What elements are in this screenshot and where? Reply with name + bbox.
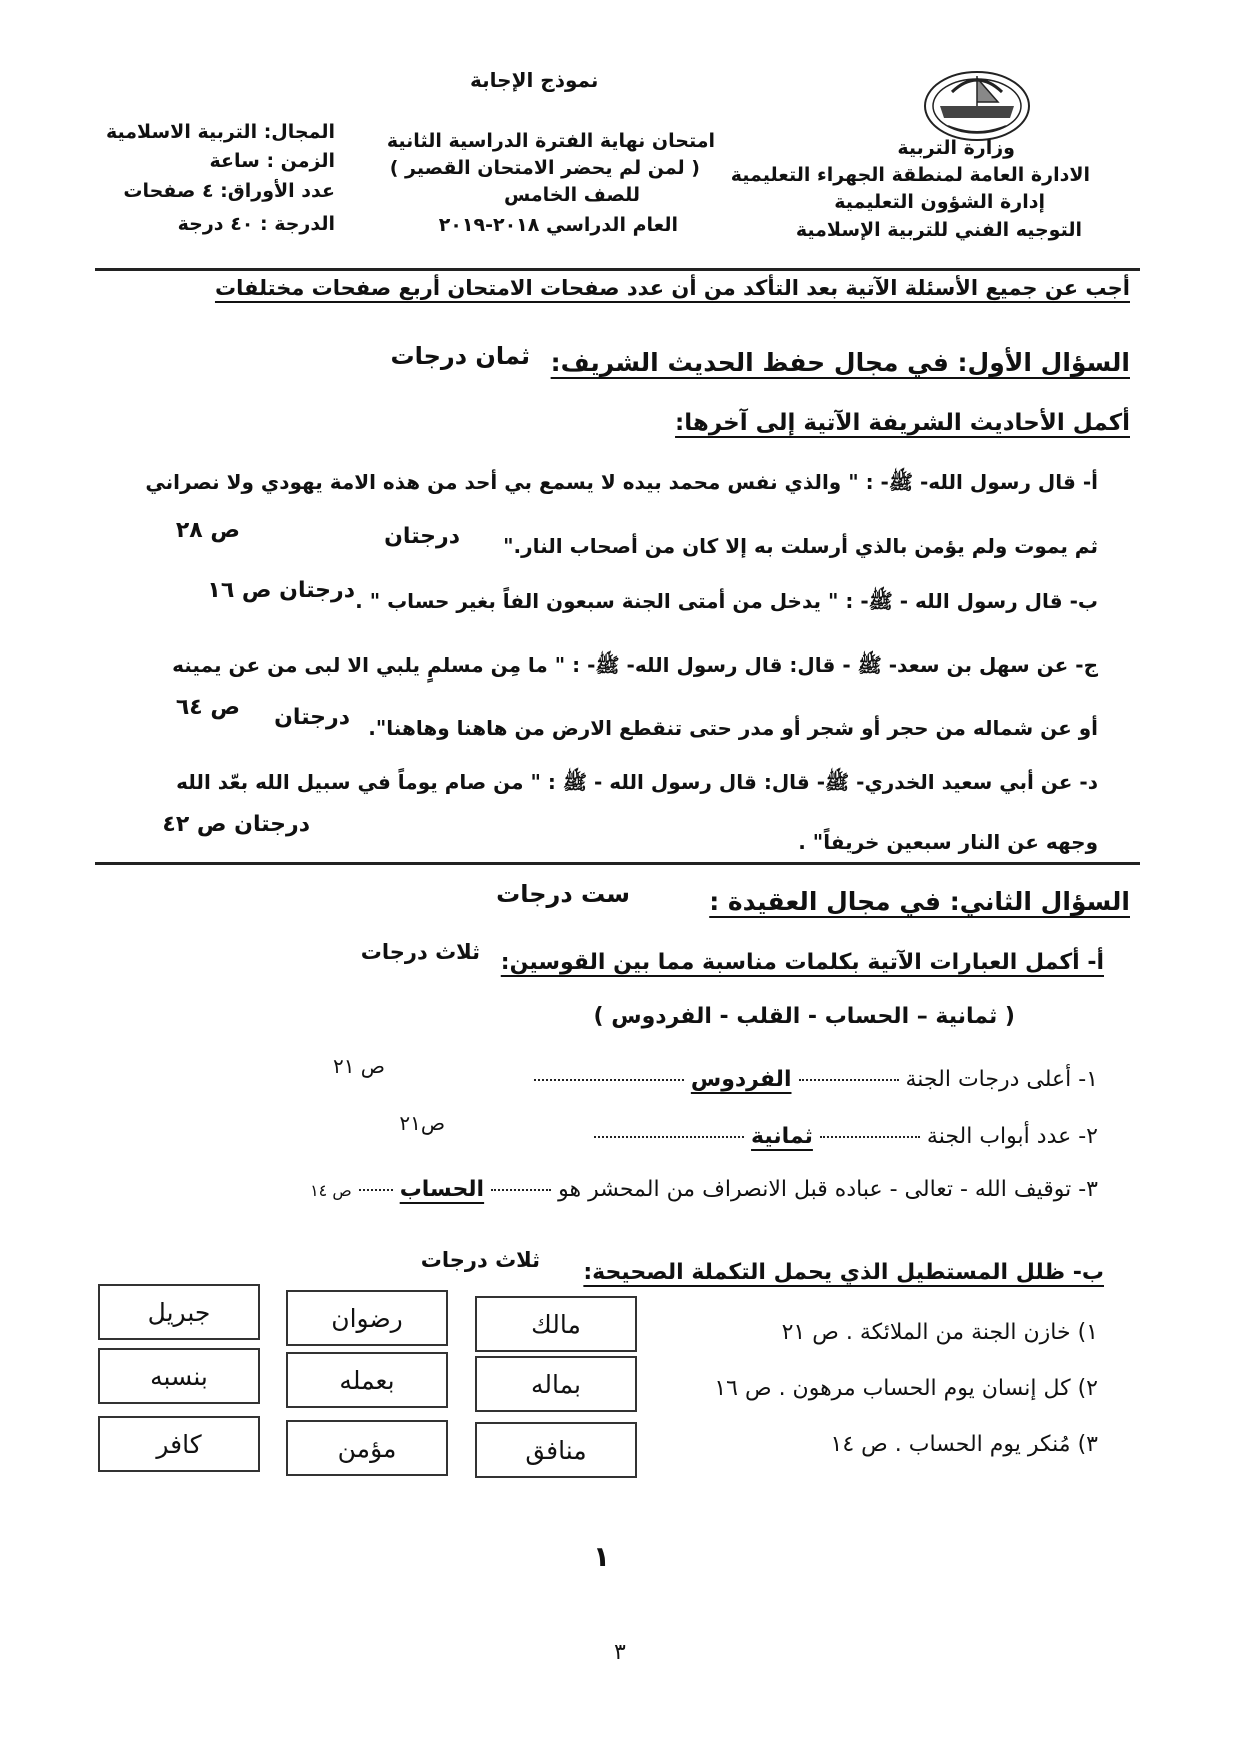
- mcq-row-1-text: ١) خازن الجنة من الملائكة . ص ٢١: [781, 1320, 1098, 1345]
- exam-line-3: للصف الخامس: [504, 184, 640, 206]
- q1-d-line-1: د- عن أبي سعيد الخدري- ﷺ- قال: قال رسول الله - ﷺ : " من صام يوماً في سبيل الله بعّد الله: [176, 770, 1098, 794]
- mcq-row-1-option-3[interactable]: جبريل: [98, 1284, 260, 1340]
- q1-subtitle: أكمل الأحاديث الشريفة الآتية إلى آخرها:: [675, 410, 1130, 436]
- info-time: الزمن : ساعة: [209, 150, 335, 172]
- mcq-row-3-text: ٣) مُنكر يوم الحساب . ص ١٤: [830, 1432, 1098, 1457]
- q1-title: السؤال الأول: في مجال حفظ الحديث الشريف:: [550, 348, 1130, 377]
- info-grade: الدرجة : ٤٠ درجة: [177, 213, 335, 235]
- q1-marks: ثمان درجات: [390, 342, 530, 370]
- info-field: المجال: التربية الاسلامية: [106, 121, 335, 143]
- handwritten-page-number: ١: [593, 1540, 611, 1573]
- fill-2: [594, 1124, 1098, 1149]
- q1-d-line-2: وجهه عن النار سبعين خريفاً" .: [798, 830, 1098, 854]
- fill-2-blank-end: [594, 1136, 744, 1138]
- fill-3-blank-end: [359, 1189, 393, 1191]
- fill-3-text: ٣- توقيف الله - تعالى - عباده قبل الانصراف من المحشر هو: [558, 1177, 1098, 1202]
- fill-1-page: ص ٢١: [332, 1054, 385, 1078]
- kuwait-emblem-icon: [918, 62, 1036, 144]
- q2-a-marks: ثلاث درجات: [360, 940, 480, 964]
- fill-1-blank-end: [534, 1079, 684, 1081]
- ministry-line-3: إدارة الشؤون التعليمية: [834, 191, 1045, 213]
- q2-title: السؤال الثاني: في مجال العقيدة :: [709, 887, 1130, 916]
- q1-divider: [95, 862, 1140, 865]
- q1-a-page: ص ٢٨: [175, 518, 240, 543]
- mcq-row-2-option-3[interactable]: بنسبه: [98, 1348, 260, 1404]
- mcq-row-1-option-1[interactable]: مالك: [475, 1296, 637, 1352]
- mcq-row-3-option-1[interactable]: منافق: [475, 1422, 637, 1478]
- ministry-line-4: التوجيه الفني للتربية الإسلامية: [795, 219, 1082, 241]
- exam-line-4: العام الدراسي ٢٠١٨-٢٠١٩: [438, 214, 678, 236]
- fill-3-answer: الحساب: [399, 1177, 485, 1202]
- fill-1-answer: الفردوس: [690, 1067, 792, 1092]
- ministry-line-1: وزارة التربية: [897, 137, 1015, 159]
- q1-b-line-1: ب- قال رسول الله - ﷺ- : " يدخل من أمتى الجنة سبعون الفاً بغير حساب " .: [355, 589, 1098, 613]
- q1-a-line-2: ثم يموت ولم يؤمن بالذي أرسلت به إلا كان من أصحاب النار.": [503, 534, 1098, 558]
- mcq-row-3-option-3[interactable]: كافر: [98, 1416, 260, 1472]
- exam-line-2: ( لمن لم يحضر الامتحان القصير ): [389, 157, 700, 179]
- q2-b-marks: ثلاث درجات: [420, 1248, 540, 1272]
- q1-a-marks: درجتان: [384, 524, 460, 549]
- q1-d-marks: درجتان ص ٤٢: [162, 812, 310, 837]
- exam-line-1: امتحان نهاية الفترة الدراسية الثانية: [386, 130, 715, 152]
- instruction: أجب عن جميع الأسئلة الآتية بعد التأكد من أن عدد صفحات الامتحان أربع صفحات مختلفات: [214, 276, 1130, 300]
- page-number: ٣: [614, 1640, 626, 1665]
- model-title: نموذج الإجابة: [470, 68, 599, 92]
- mcq-row-2-text: ٢) كل إنسان يوم الحساب مرهون . ص ١٦: [714, 1376, 1098, 1401]
- fill-2-page: ص٢١: [399, 1111, 445, 1135]
- q1-a-line-1: أ- قال رسول الله- ﷺ- : " والذي نفس محمد بيده لا يسمع بي أحد من هذه الامة يهودي ولا نصراني: [145, 470, 1098, 494]
- q1-b-marks: درجتان ص ١٦: [207, 578, 355, 603]
- mcq-row-3-option-2[interactable]: مؤمن: [286, 1420, 448, 1476]
- q1-c-page: ص ٦٤: [175, 695, 240, 720]
- fill-3-page: ص ١٤: [310, 1181, 352, 1200]
- q2-b-title: ب- ظلل المستطيل الذي يحمل التكملة الصحيحة:: [583, 1260, 1104, 1285]
- fill-3-blank: [491, 1189, 551, 1191]
- fill-2-answer: ثمانية: [751, 1124, 813, 1149]
- fill-1-text: ١- أعلى درجات الجنة: [905, 1067, 1098, 1092]
- word-bank: ( ثمانية – الحساب - القلب - الفردوس ): [593, 1004, 1015, 1029]
- mcq-row-2-option-2[interactable]: بعمله: [286, 1352, 448, 1408]
- q1-c-line-1: ج- عن سهل بن سعد- ﷺ - قال: قال رسول الله- ﷺ- : " ما مِن مسلمٍ يلبي الا لبى من عن يمينه: [172, 653, 1098, 677]
- q2-marks: ست درجات: [496, 880, 630, 908]
- fill-2-blank: [820, 1136, 920, 1138]
- q2-a-title: أ- أكمل العبارات الآتية بكلمات مناسبة مما بين القوسين:: [500, 950, 1104, 975]
- header-divider: [95, 268, 1140, 271]
- fill-3: [310, 1177, 1098, 1202]
- fill-2-text: ٢- عدد أبواب الجنة: [926, 1124, 1098, 1149]
- q1-c-line-2: أو عن شماله من حجر أو شجر أو مدر حتى تنقطع الارض من هاهنا وهاهنا".: [368, 716, 1098, 740]
- ministry-line-2: الادارة العامة لمنطقة الجهراء التعليمية: [730, 164, 1090, 186]
- info-pages: عدد الأوراق: ٤ صفحات: [123, 180, 335, 202]
- fill-1: [534, 1067, 1098, 1092]
- mcq-row-1-option-2[interactable]: رضوان: [286, 1290, 448, 1346]
- mcq-row-2-option-1[interactable]: بماله: [475, 1356, 637, 1412]
- q1-c-marks: درجتان: [274, 705, 350, 730]
- fill-1-blank: [799, 1079, 899, 1081]
